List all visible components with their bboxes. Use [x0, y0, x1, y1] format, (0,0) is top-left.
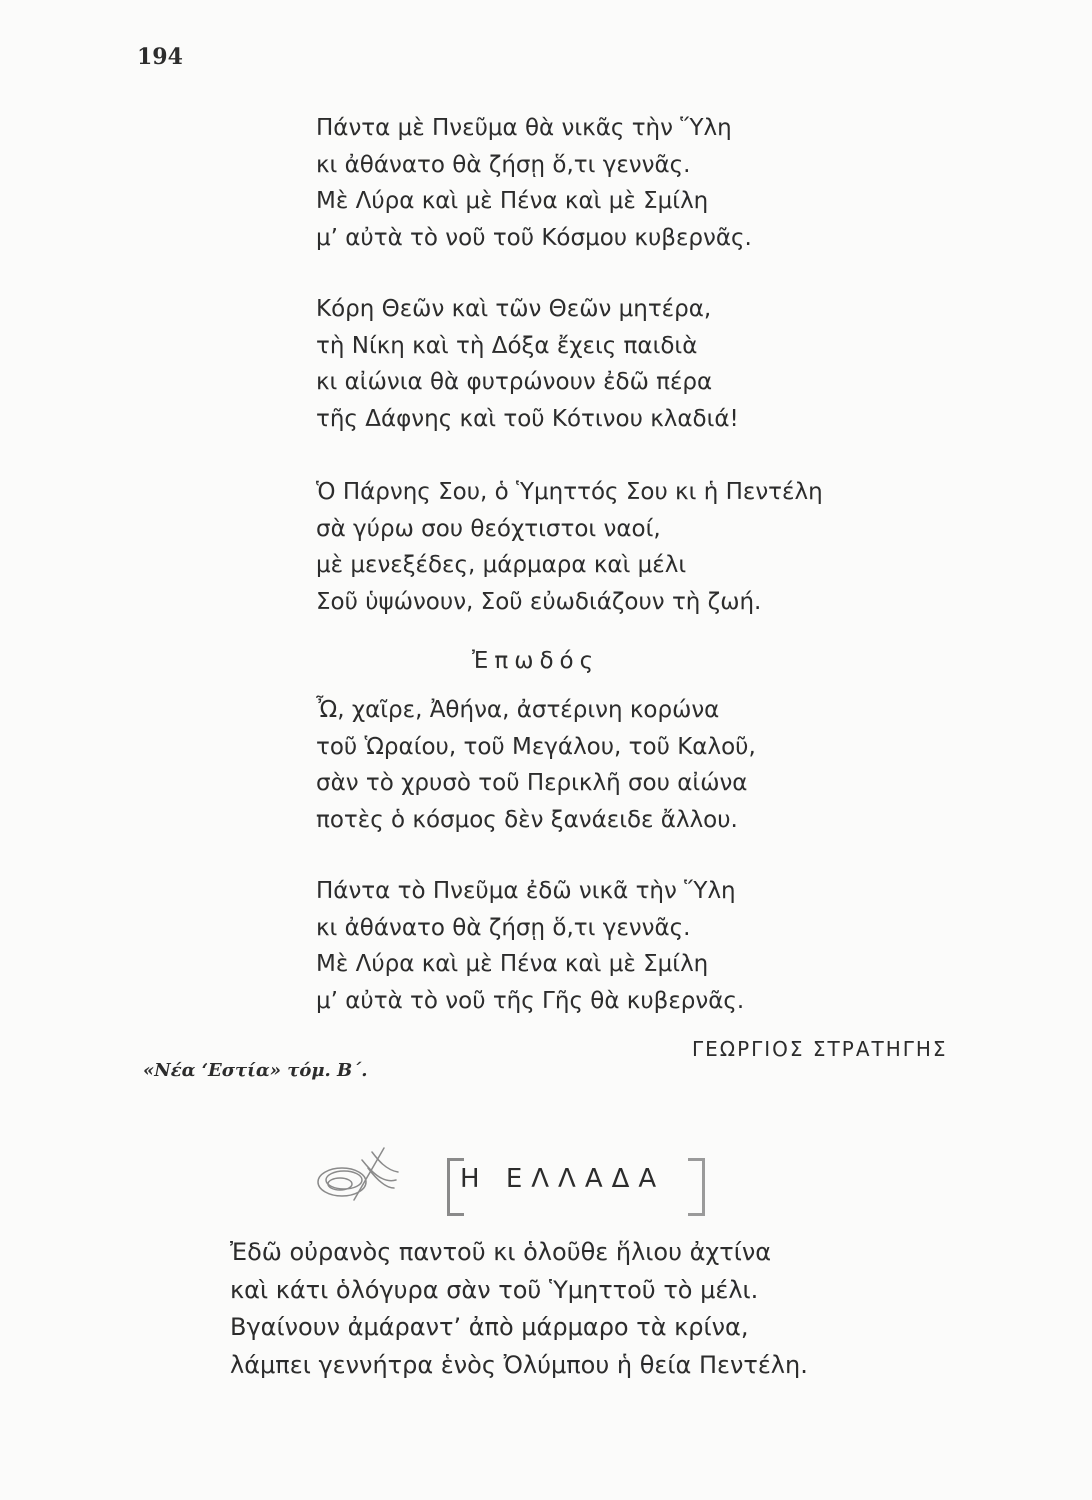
verse-line: Κόρη Θεῶν καὶ τῶν Θεῶν μητέρα, [316, 296, 712, 322]
stanza-1 [316, 110, 752, 256]
verse-line: Πάντα μὲ Πνεῦμα θὰ νικᾶς τὴν Ὕλη [316, 115, 732, 141]
verse-line: μ’ αὐτὰ τὸ νοῦ τῆς Γῆς θὰ κυβερνᾶς. [316, 987, 745, 1014]
page-number: 194 [137, 44, 183, 70]
verse-line: κι ἀθάνατο θὰ ζήσῃ ὅ,τι γεννᾶς. [316, 914, 691, 941]
verse-line: Σοῦ ὑψώνουν, Σοῦ εὐωδιάζουν τὴ ζωή. [316, 588, 762, 615]
scribble-ornament-icon [312, 1140, 402, 1210]
verse-line: καὶ κάτι ὁλόγυρα σὰν τοῦ Ὑμηττοῦ τὸ μέλι. [230, 1275, 759, 1304]
verse-line: Μὲ Λύρα καὶ μὲ Πένα καὶ μὲ Σμίλη [316, 188, 709, 215]
next-poem-stanza [230, 1234, 808, 1384]
verse-line: μὲ μενεξέδες, μάρμαρα καὶ μέλι [316, 552, 687, 579]
next-poem-title: Η ΕΛΛΑΔΑ [460, 1164, 666, 1194]
verse-line: ποτὲς ὁ κόσμος δὲν ξανάειδε ἄλλου. [316, 806, 738, 833]
source-citation: «Νέα ‘Εστία» τόμ. Β΄. [143, 1060, 368, 1081]
author-name: ΓΕΩΡΓΙΟΣ ΣΤΡΑΤΗΓΗΣ [692, 1037, 948, 1061]
stanza-2 [316, 291, 739, 437]
verse-line: μ’ αὐτὰ τὸ νοῦ τοῦ Κόσμου κυβερνᾶς. [316, 224, 752, 251]
verse-line: Ὦ, χαῖρε, Ἀθήνα, ἀστέρινη κορώνα [316, 697, 720, 723]
verse-line: Πάντα τὸ Πνεῦμα ἐδῶ νικᾶ τὴν Ὕλη [316, 878, 736, 904]
stanza-3 [316, 474, 823, 620]
stanza-epode [316, 692, 756, 838]
verse-line: Βγαίνουν ἀμάραντ’ ἀπὸ μάρμαρο τὰ κρίνα, [230, 1313, 749, 1341]
epode-heading: Ἐπωδός [472, 648, 600, 674]
verse-line: κι ἀθάνατο θὰ ζήσῃ ὅ,τι γεννᾶς. [316, 151, 691, 178]
verse-line: Ὁ Πάρνης Σου, ὁ Ὑμηττός Σου κι ἡ Πεντέλη [316, 479, 823, 505]
verse-line: τῆς Δάφνης καὶ τοῦ Κότινου κλαδιά! [316, 405, 739, 432]
verse-line: σὰ γύρω σου θεόχτιστοι ναοί, [316, 515, 661, 542]
verse-line: τὴ Νίκη καὶ τὴ Δόξα ἔχεις παιδιὰ [316, 332, 698, 359]
title-bracket-right [688, 1158, 705, 1216]
verse-line: κι αἰώνια θὰ φυτρώνουν ἐδῶ πέρα [316, 369, 713, 396]
verse-line: σὰν τὸ χρυσὸ τοῦ Περικλῆ σου αἰώνα [316, 770, 748, 797]
verse-line: Ἐδῶ οὐρανὸς παντοῦ κι ὁλοῦθε ἥλιου ἀχτίνα [230, 1238, 772, 1266]
stanza-5 [316, 873, 744, 1019]
verse-line: λάμπει γεννήτρα ἑνὸς Ὀλύμπου ἡ θεία Πεντέλη. [230, 1350, 808, 1379]
verse-line: Μὲ Λύρα καὶ μὲ Πένα καὶ μὲ Σμίλη [316, 951, 709, 978]
verse-line: τοῦ Ὡραίου, τοῦ Μεγάλου, τοῦ Καλοῦ, [316, 733, 756, 760]
